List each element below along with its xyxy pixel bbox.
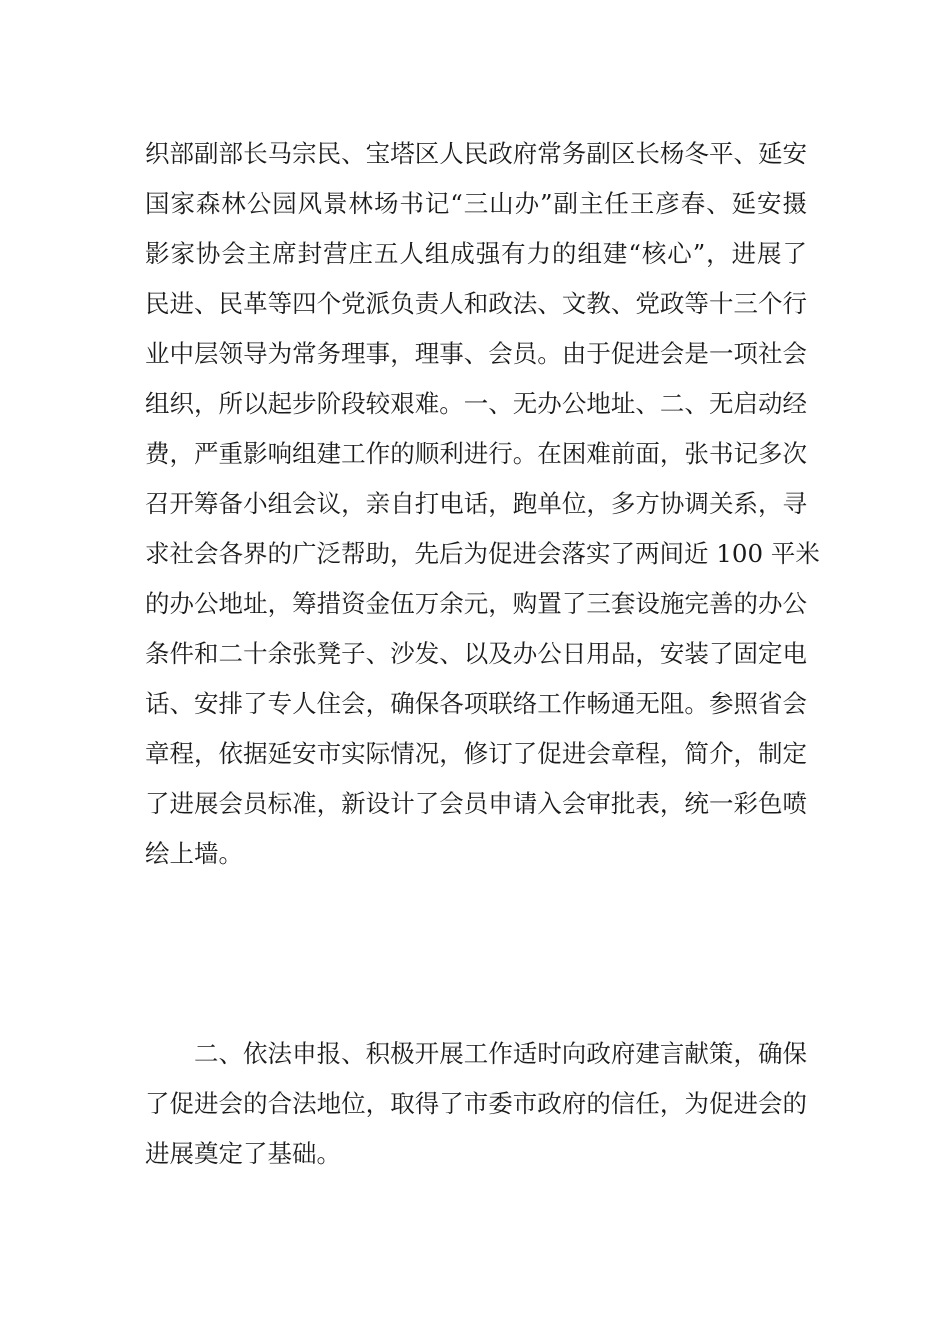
text-line: 了促进会的合法地位，取得了市委市政府的信任，为促进会的	[145, 1089, 807, 1118]
text-line: 求社会各界的广泛帮助，先后为促进会落实了两间近 100 平米	[145, 539, 820, 568]
text-line: 绘上墙。	[145, 839, 243, 868]
text-line: 影家协会主席封营庄五人组成强有力的组建“核心”，进展了	[145, 239, 807, 268]
text-line: 话、安排了专人住会，确保各项联络工作畅通无阻。参照省会	[145, 689, 807, 718]
text-line: 民进、民革等四个党派负责人和政法、文教、党政等十三个行	[145, 289, 807, 318]
text-line: 章程，依据延安市实际情况，修订了促进会章程，简介，制定	[145, 739, 807, 768]
text-line: 的办公地址，筹措资金伍万余元，购置了三套设施完善的办公	[145, 589, 807, 618]
text-line: 业中层领导为常务理事，理事、会员。由于促进会是一项社会	[145, 339, 807, 368]
text-line: 国家森林公园风景林场书记“三山办”副主任王彦春、延安摄	[145, 189, 807, 218]
text-line: 召开筹备小组会议，亲自打电话，跑单位，多方协调关系，寻	[145, 489, 807, 518]
text-line: 二、依法申报、积极开展工作适时向政府建言献策，确保	[194, 1039, 807, 1068]
text-line: 了进展会员标准，新设计了会员申请入会审批表，统一彩色喷	[145, 789, 807, 818]
text-line: 条件和二十余张凳子、沙发、以及办公日用品，安装了固定电	[145, 639, 807, 668]
text-line: 费，严重影响组建工作的顺利进行。在困难前面，张书记多次	[145, 439, 807, 468]
text-line: 织部副部长马宗民、宝塔区人民政府常务副区长杨冬平、延安	[145, 139, 807, 168]
text-line: 进展奠定了基础。	[145, 1139, 341, 1168]
text-line: 组织，所以起步阶段较艰难。一、无办公地址、二、无启动经	[145, 389, 807, 418]
